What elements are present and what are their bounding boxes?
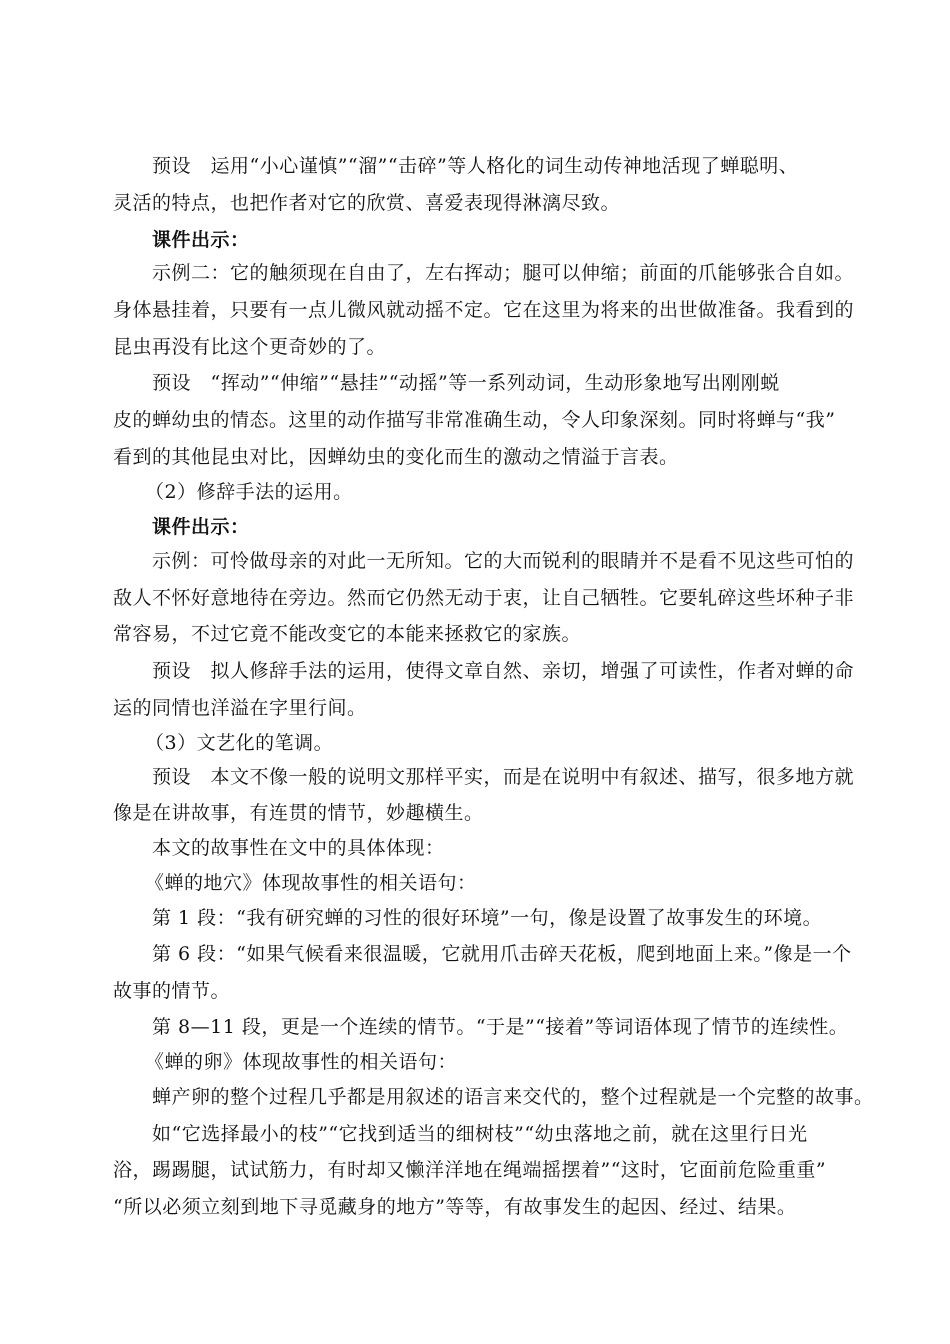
text-line: 像是在讲故事，有连贯的情节，妙趣横生。: [113, 802, 484, 824]
text-line: “所以必须立刻到地下寻觅藏身的地方”等等，有故事发生的起因、经过、结果。: [113, 1196, 797, 1218]
text-line: 预设 本文不像一般的说明文那样平实，而是在说明中有叙述、描写，很多地方就: [152, 766, 855, 788]
text-line: 《蝉的卵》体现故事性的相关语句：: [145, 1051, 458, 1073]
text-line: 第 6 段：“如果气候看来很温暖，它就用爪击碎天花板，爬到地面上来。”像是一个: [152, 943, 852, 965]
text-line: 示例：可怜做母亲的对此一无所知。它的大而锐利的眼睛并不是看不见这些可怕的: [152, 550, 855, 572]
subsection-heading: （2）修辞手法的运用。: [145, 481, 353, 503]
text-line: 浴，踢踢腿，试试筋力，有时却又懒洋洋地在绳端摇摆着”“这时，它面前危险重重”: [113, 1159, 827, 1181]
text-line: 看到的其他昆虫对比，因蝉幼虫的变化而生的激动之情溢于言表。: [113, 446, 679, 468]
text-line: 本文的故事性在文中的具体体现：: [152, 837, 445, 859]
text-line: 预设 “挥动”“伸缩”“悬挂”“动摇”等一系列动词，生动形象地写出刚刚蜕: [152, 372, 780, 394]
text-line: 运的同情也洋溢在字里行间。: [113, 697, 367, 719]
section-heading: 课件出示：: [152, 229, 250, 251]
subsection-heading: （3）文艺化的笔调。: [145, 732, 334, 754]
text-line: 预设 拟人修辞手法的运用，使得文章自然、亲切，增强了可读性，作者对蝉的命: [152, 660, 855, 682]
text-line: 第 8—11 段，更是一个连续的情节。“于是”“接着”等词语体现了情节的连续性。: [152, 1016, 849, 1038]
text-line: 预设 运用“小心谨慎”“溜”“击碎”等人格化的词生动传神地活现了蝉聪明、: [152, 155, 799, 177]
text-line: 敌人不怀好意地待在旁边。然而它仍然无动于衷，让自己牺牲。它要轧碎这些坏种子非: [113, 587, 855, 609]
text-line: 如“它选择最小的枝”“它找到适当的细树枝”“幼虫落地之前，就在这里行日光: [152, 1123, 808, 1145]
text-line: 第 1 段：“我有研究蝉的习性的很好环境”一句，像是设置了故事发生的环境。: [152, 907, 823, 929]
text-line: 示例二：它的触须现在自由了，左右挥动；腿可以伸缩；前面的爪能够张合自如。: [152, 262, 855, 284]
text-line: 《蝉的地穴》体现故事性的相关语句：: [145, 872, 477, 894]
text-line: 灵活的特点，也把作者对它的欣赏、喜爱表现得淋漓尽致。: [113, 192, 621, 214]
text-line: 蝉产卵的整个过程几乎都是用叙述的语言来交代的，整个过程就是一个完整的故事。: [152, 1086, 874, 1108]
section-heading: 课件出示：: [152, 516, 250, 538]
text-line: 故事的情节。: [113, 980, 231, 1002]
text-line: 皮的蝉幼虫的情态。这里的动作描写非常准确生动，令人印象深刻。同时将蝉与“我”: [113, 409, 836, 431]
text-line: 身体悬挂着，只要有一点儿微风就动摇不定。它在这里为将来的出世做准备。我看到的: [113, 299, 855, 321]
text-line: 昆虫再没有比这个更奇妙的了。: [113, 336, 387, 358]
text-line: 常容易，不过它竟不能改变它的本能来拯救它的家族。: [113, 623, 582, 645]
